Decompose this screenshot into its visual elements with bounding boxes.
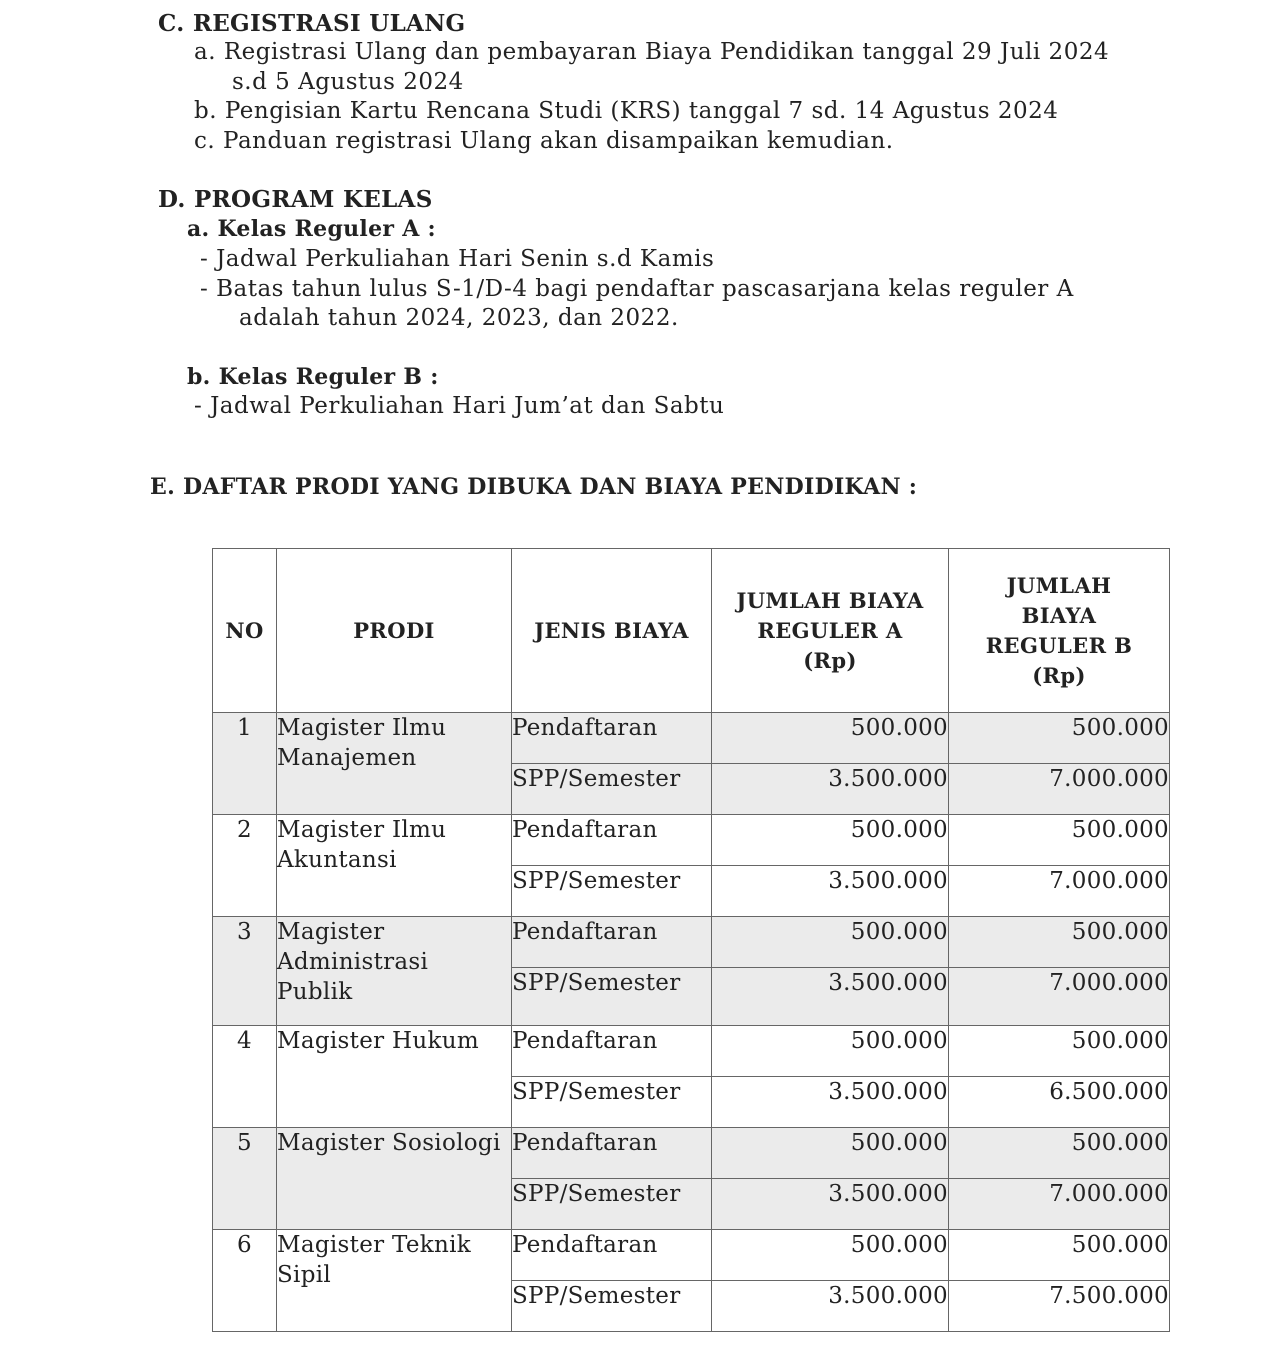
section-e-title: E. DAFTAR PRODI YANG DIBUKA DAN BIAYA PENDIDIKAN :: [150, 474, 918, 500]
row-reguler-b: 7.000.000: [949, 1179, 1170, 1230]
row-reguler-a: 500.000: [712, 1026, 949, 1077]
row-reguler-a: 500.000: [712, 1128, 949, 1179]
row-jenis: SPP/Semester: [512, 764, 712, 815]
row-reguler-b: 500.000: [949, 917, 1170, 968]
row-jenis: Pendaftaran: [512, 1230, 712, 1281]
row-no: 2: [213, 815, 277, 917]
row-reguler-b: 500.000: [949, 1026, 1170, 1077]
row-reguler-b: 7.000.000: [949, 764, 1170, 815]
row-reguler-a: 3.500.000: [712, 968, 949, 1026]
row-prodi: Magister Ilmu Manajemen: [277, 713, 512, 815]
row-prodi: Magister Sosiologi: [277, 1128, 512, 1230]
row-jenis: SPP/Semester: [512, 866, 712, 917]
table-header-row: [213, 549, 1170, 713]
section-c-item-a-cont: s.d 5 Agustus 2024: [232, 69, 464, 95]
row-jenis: SPP/Semester: [512, 968, 712, 1026]
reguler-a-bullet-2-cont: adalah tahun 2024, 2023, dan 2022.: [239, 305, 679, 331]
row-prodi: Magister Ilmu Akuntansi: [277, 815, 512, 917]
row-prodi: Magister Teknik Sipil: [277, 1230, 512, 1332]
row-jenis: SPP/Semester: [512, 1281, 712, 1332]
row-no: 1: [213, 713, 277, 815]
table-row: [213, 713, 1170, 764]
row-reguler-b: 500.000: [949, 713, 1170, 764]
section-c-item-a: a. Registrasi Ulang dan pembayaran Biaya Pendidikan tanggal 29 Juli 2024: [194, 39, 1110, 65]
reguler-a-bullet-1: - Jadwal Perkuliahan Hari Senin s.d Kamis: [200, 246, 715, 272]
row-prodi: Magister Administrasi Publik: [277, 917, 512, 1026]
row-reguler-a: 3.500.000: [712, 764, 949, 815]
row-reguler-a: 500.000: [712, 815, 949, 866]
reguler-a-bullet-2: - Batas tahun lulus S-1/D-4 bagi pendaftar pascasarjana kelas reguler A: [200, 276, 1074, 302]
row-reguler-a: 3.500.000: [712, 866, 949, 917]
row-jenis: Pendaftaran: [512, 1128, 712, 1179]
reguler-b-title: b. Kelas Reguler B :: [187, 364, 439, 390]
row-reguler-a: 500.000: [712, 917, 949, 968]
section-c-title: C. REGISTRASI ULANG: [158, 10, 466, 37]
table-row: [213, 1026, 1170, 1077]
header-jenis-biaya: JENIS BIAYA: [512, 549, 712, 713]
row-reguler-b: 500.000: [949, 1230, 1170, 1281]
row-reguler-b: 500.000: [949, 815, 1170, 866]
row-jenis: Pendaftaran: [512, 917, 712, 968]
section-d-title: D. PROGRAM KELAS: [158, 186, 433, 213]
row-reguler-b: 7.000.000: [949, 866, 1170, 917]
reguler-a-title: a. Kelas Reguler A :: [187, 216, 436, 242]
row-reguler-b: 6.500.000: [949, 1077, 1170, 1128]
header-no: NO: [213, 549, 277, 713]
fee-table: [212, 548, 1170, 1332]
row-jenis: SPP/Semester: [512, 1179, 712, 1230]
header-reguler-a: JUMLAH BIAYA REGULER A (Rp): [712, 549, 949, 713]
row-reguler-a: 500.000: [712, 713, 949, 764]
row-reguler-b: 7.000.000: [949, 968, 1170, 1026]
table-row: [213, 815, 1170, 866]
reguler-b-bullet-1: - Jadwal Perkuliahan Hari Jum’at dan Sabtu: [194, 393, 725, 419]
row-no: 3: [213, 917, 277, 1026]
row-prodi: Magister Hukum: [277, 1026, 512, 1128]
row-jenis: SPP/Semester: [512, 1077, 712, 1128]
row-reguler-b: 500.000: [949, 1128, 1170, 1179]
table-row: [213, 1128, 1170, 1179]
row-jenis: Pendaftaran: [512, 713, 712, 764]
section-c-item-c: c. Panduan registrasi Ulang akan disampaikan kemudian.: [194, 128, 894, 154]
row-reguler-a: 3.500.000: [712, 1179, 949, 1230]
row-jenis: Pendaftaran: [512, 815, 712, 866]
table-row: [213, 917, 1170, 968]
section-c-item-b: b. Pengisian Kartu Rencana Studi (KRS) tanggal 7 sd. 14 Agustus 2024: [194, 98, 1059, 124]
row-no: 4: [213, 1026, 277, 1128]
row-no: 6: [213, 1230, 277, 1332]
row-no: 5: [213, 1128, 277, 1230]
row-reguler-b: 7.500.000: [949, 1281, 1170, 1332]
table-row: [213, 1230, 1170, 1281]
header-reguler-b: JUMLAH BIAYA REGULER B (Rp): [949, 549, 1170, 713]
row-jenis: Pendaftaran: [512, 1026, 712, 1077]
header-prodi: PRODI: [277, 549, 512, 713]
row-reguler-a: 3.500.000: [712, 1281, 949, 1332]
row-reguler-a: 500.000: [712, 1230, 949, 1281]
row-reguler-a: 3.500.000: [712, 1077, 949, 1128]
